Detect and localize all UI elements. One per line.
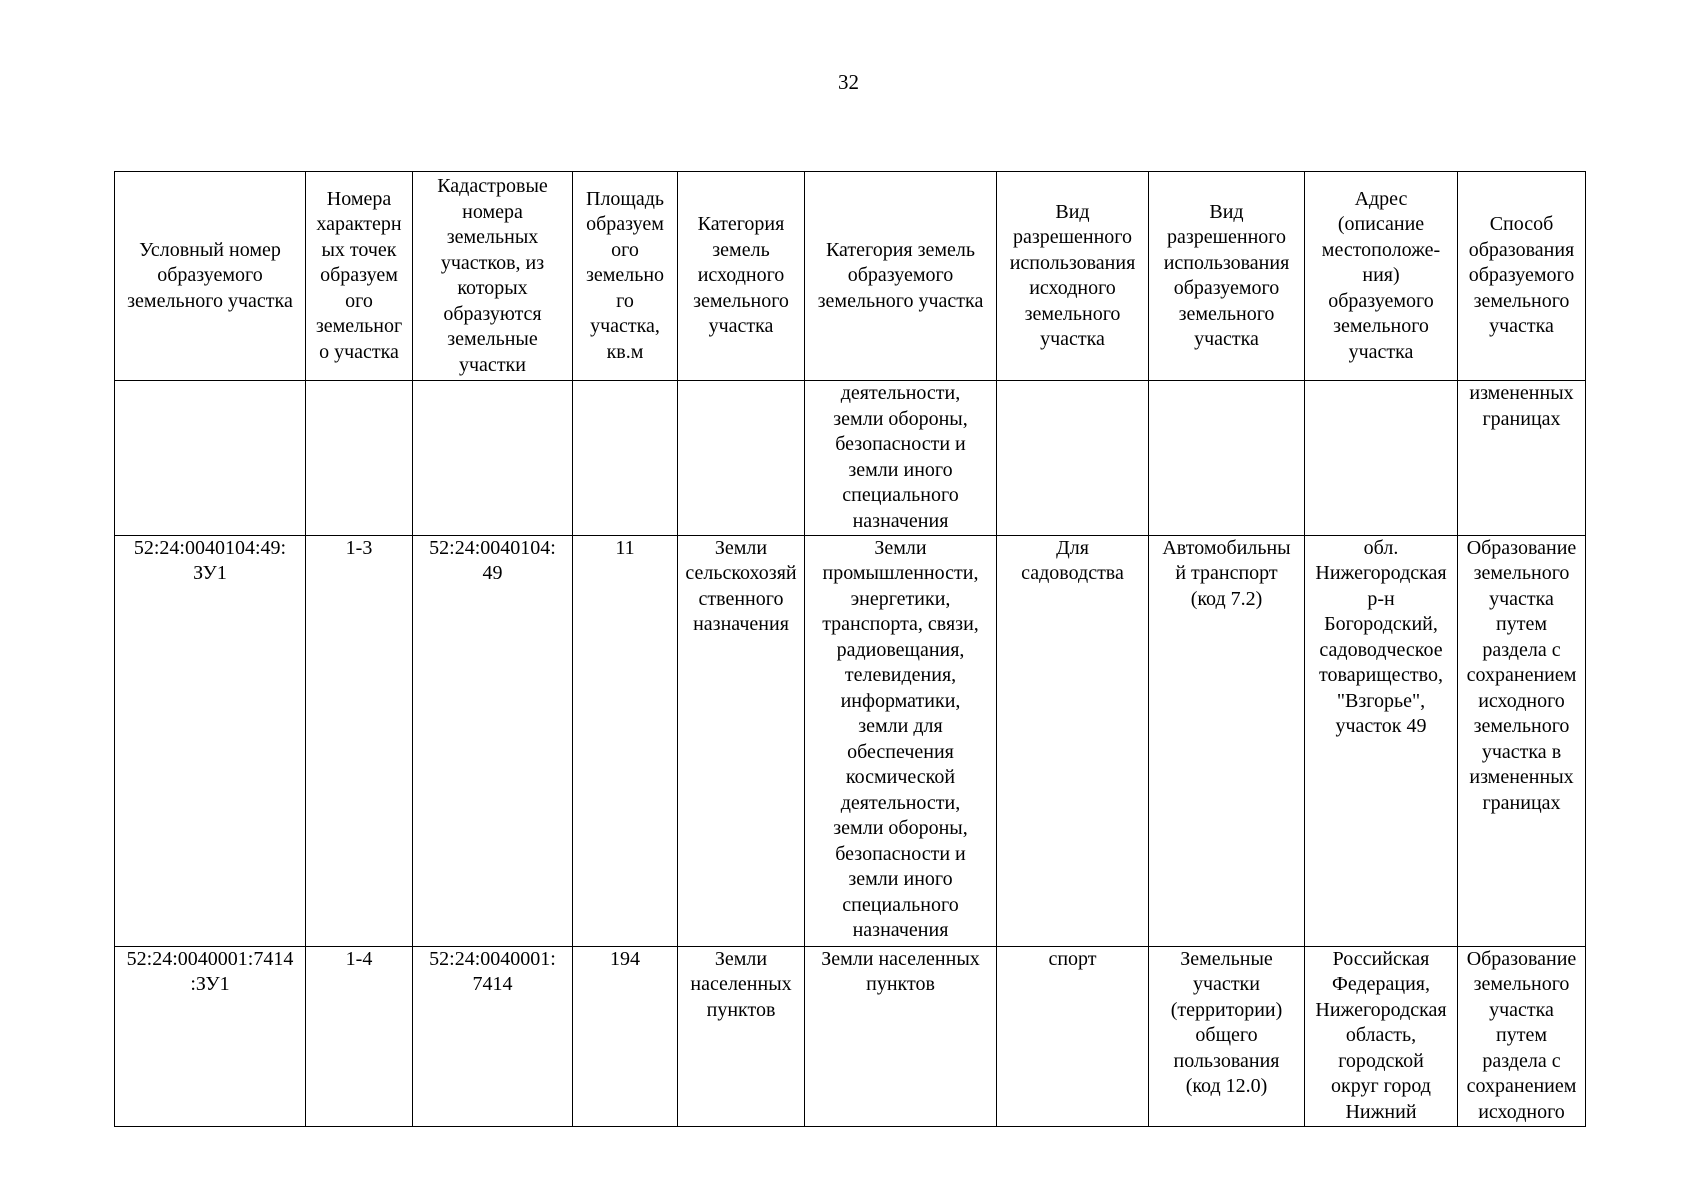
cell-address <box>1305 381 1458 536</box>
cell-line: (код 12.0) <box>1185 1075 1268 1098</box>
cell-address <box>1305 946 1458 1126</box>
cell-line: Земельные <box>1180 947 1273 970</box>
header-line: местоположе- <box>1321 238 1441 261</box>
cell-line: назначения <box>852 919 949 942</box>
cell-line: Нижегородская <box>1315 998 1447 1021</box>
cell-line: обеспечения <box>847 740 954 763</box>
header-line: образуемого <box>157 264 263 287</box>
cell-line: 52:24:0040104: <box>429 536 556 559</box>
header-line: (описание <box>1337 213 1425 236</box>
cell-source-permitted-use <box>997 946 1149 1126</box>
cell-formation-method <box>1458 946 1586 1126</box>
header-formed-permitted-use <box>1149 172 1305 381</box>
cell-line: ственного <box>698 587 784 610</box>
cell-line: товарищество, <box>1319 664 1443 687</box>
cell-line: "Взгорье", <box>1336 689 1426 712</box>
cell-line: радиовещания, <box>836 638 965 661</box>
cell-formation-method <box>1458 535 1586 946</box>
header-line: о участка <box>319 340 399 363</box>
cell-source-permitted-use <box>997 535 1149 946</box>
cell-conditional-number <box>115 946 306 1126</box>
header-line: ых точек <box>321 238 397 261</box>
cell-line: 52:24:0040001:7414 <box>126 947 294 970</box>
header-line: участка <box>708 315 774 338</box>
cell-line: промышленности, <box>822 562 979 585</box>
cell-line: раздела с <box>1482 638 1561 661</box>
cell-line: садоводческое <box>1319 638 1443 661</box>
header-line: Адрес <box>1354 187 1408 210</box>
header-line: ния) <box>1362 264 1400 287</box>
cell-line: пунктов <box>706 998 776 1021</box>
header-line: образуемого <box>1468 264 1575 287</box>
cell-line: городской <box>1338 1049 1424 1072</box>
cell-line: (код 7.2) <box>1190 587 1263 610</box>
cell-line: исходного <box>1478 689 1565 712</box>
header-source-permitted-use <box>997 172 1149 381</box>
cell-area <box>573 535 678 946</box>
cell-line: деятельности, <box>840 791 961 814</box>
cell-line: земельного <box>1473 562 1570 585</box>
cell-line: сохранением <box>1466 1075 1577 1098</box>
cell-line: 194 <box>610 947 640 970</box>
cell-line: пользования <box>1173 1049 1280 1072</box>
cell-line: населенных <box>690 973 792 996</box>
cell-line: путем <box>1496 1024 1547 1047</box>
cell-source-land-category <box>678 535 805 946</box>
header-line: Площадь <box>586 187 664 210</box>
header-line: Вид <box>1209 200 1244 223</box>
cell-line: сохранением <box>1466 664 1577 687</box>
table-row <box>115 535 1586 946</box>
header-line: разрешенного <box>1012 226 1133 248</box>
cell-line: й транспорт <box>1175 562 1278 585</box>
header-line: ого <box>611 238 639 261</box>
cell-line: космической <box>845 766 956 789</box>
cell-formed-land-category <box>805 381 997 536</box>
header-line: ого <box>345 289 373 312</box>
cell-line: границах <box>1482 791 1561 814</box>
cell-line: Земли <box>874 536 927 559</box>
cell-line: 52:24:0040001: <box>429 947 556 970</box>
header-line: земельные <box>447 328 538 350</box>
cell-source-cadastral-numbers <box>413 946 573 1126</box>
cell-line: Земли населенных <box>821 947 980 970</box>
table-header-row <box>115 172 1586 381</box>
header-line: характерн <box>316 213 402 236</box>
header-source-cadastral-numbers <box>413 172 573 381</box>
header-line: земельного участка <box>817 289 984 312</box>
header-line: образуем <box>320 264 398 287</box>
cell-line: Федерация, <box>1332 973 1430 996</box>
cell-line: Нижний <box>1345 1100 1417 1123</box>
cell-line: границах <box>1482 407 1561 430</box>
table-row <box>115 381 1586 536</box>
cell-line: деятельности, <box>840 382 961 404</box>
page-number: 32 <box>838 70 859 94</box>
cell-line: Образование <box>1466 536 1577 559</box>
header-line: образуются <box>443 302 542 325</box>
cell-source-cadastral-numbers <box>413 381 573 536</box>
header-line: земельног <box>315 315 403 338</box>
header-line: образуемого <box>1173 277 1280 299</box>
cell-line: измененных <box>1469 766 1574 789</box>
header-line: Способ <box>1489 213 1554 236</box>
cell-line: область, <box>1345 1024 1417 1047</box>
cell-line: земельного <box>1473 715 1570 738</box>
header-line: земельного <box>693 289 789 312</box>
cell-line: (территории) <box>1170 998 1283 1021</box>
cell-line: участки <box>1193 973 1260 996</box>
header-line: земельных <box>446 226 539 248</box>
cell-area <box>573 381 678 536</box>
header-source-land-category <box>678 172 805 381</box>
header-line: Вид <box>1055 200 1090 223</box>
cell-line: Земли <box>714 536 768 559</box>
header-characteristic-points <box>306 172 413 381</box>
cell-line: земли иного <box>848 868 953 891</box>
cell-source-land-category <box>678 946 805 1126</box>
cell-line: участка в <box>1481 740 1562 763</box>
cell-characteristic-points <box>306 381 413 536</box>
cell-line: земли обороны, <box>833 407 968 430</box>
header-area <box>573 172 678 381</box>
cell-line: участка <box>1489 998 1554 1021</box>
header-line: Номера <box>326 187 392 210</box>
cell-source-permitted-use <box>997 381 1149 536</box>
cell-line: земли иного <box>848 458 953 481</box>
cell-line: Богородский, <box>1324 613 1438 636</box>
cell-line: общего <box>1195 1024 1258 1047</box>
cell-formed-permitted-use <box>1149 946 1305 1126</box>
cell-line: безопасности и <box>835 433 966 455</box>
cell-line: телевидения, <box>844 664 957 687</box>
cell-line: ЗУ1 <box>193 562 227 585</box>
header-line: участка <box>1489 315 1554 338</box>
cell-line: округ город <box>1331 1075 1431 1098</box>
cell-line: пунктов <box>866 973 935 996</box>
header-line: Категория <box>697 213 785 236</box>
cell-line: 1-4 <box>345 947 373 970</box>
cell-line: 49 <box>482 562 503 585</box>
header-line: использования <box>1009 251 1136 274</box>
cell-line: участка <box>1489 587 1554 610</box>
header-line: земельного участка <box>127 289 293 312</box>
cell-conditional-number <box>115 381 306 536</box>
cell-line: участок 49 <box>1335 715 1427 738</box>
header-line: Условный номер <box>139 238 281 261</box>
cell-line: сельскохозяй <box>685 562 797 585</box>
header-line: образования <box>1468 238 1575 261</box>
header-line: номера <box>462 200 523 223</box>
cell-line: р-н <box>1367 587 1395 610</box>
header-line: исходного <box>697 264 785 287</box>
cell-line: 52:24:0040104:49: <box>133 536 287 559</box>
header-line: земельно <box>585 264 665 287</box>
header-line: участков, из <box>440 251 545 274</box>
cell-line: измененных <box>1469 382 1574 404</box>
header-line: участка <box>1348 340 1414 363</box>
cell-line: Образование <box>1466 947 1577 970</box>
header-line: которых <box>457 277 528 299</box>
cell-line: Нижегородская <box>1315 562 1447 585</box>
header-line: участки <box>459 353 526 376</box>
cell-formed-land-category <box>805 535 997 946</box>
cell-line: :ЗУ1 <box>190 973 230 996</box>
cell-line: информатики, <box>840 689 961 712</box>
header-line: участка, <box>590 315 660 338</box>
header-formation-method <box>1458 172 1586 381</box>
header-line: исходного <box>1029 277 1116 299</box>
cell-line: назначения <box>693 613 789 636</box>
header-line: Кадастровые <box>437 175 548 197</box>
header-address <box>1305 172 1458 381</box>
cell-area <box>573 946 678 1126</box>
table-row <box>115 946 1586 1126</box>
header-line: Категория земель <box>825 238 976 261</box>
cell-source-land-category <box>678 381 805 536</box>
cell-line: спорт <box>1048 947 1097 970</box>
cell-line: 1-3 <box>345 536 373 559</box>
cell-line: Автомобильны <box>1162 536 1291 559</box>
cell-formed-permitted-use <box>1149 535 1305 946</box>
cell-line: Российская <box>1332 947 1430 970</box>
cell-line: земли обороны, <box>833 817 968 840</box>
cell-address <box>1305 535 1458 946</box>
header-formed-land-category <box>805 172 997 381</box>
header-line: образуемого <box>1328 289 1434 312</box>
cell-line: садоводства <box>1021 562 1124 585</box>
cell-characteristic-points <box>306 535 413 946</box>
cell-line: назначения <box>852 509 949 532</box>
cell-source-cadastral-numbers <box>413 535 573 946</box>
header-line: образуемого <box>847 264 954 287</box>
header-line: участка <box>1194 328 1259 350</box>
cell-conditional-number <box>115 535 306 946</box>
cell-line: путем <box>1496 613 1547 636</box>
header-line: кв.м <box>606 340 644 363</box>
cell-formed-permitted-use <box>1149 381 1305 536</box>
header-line: земельного <box>1473 289 1570 312</box>
cell-characteristic-points <box>306 946 413 1126</box>
header-line: разрешенного <box>1166 226 1287 248</box>
cell-line: земельного <box>1473 973 1570 996</box>
cell-line: транспорта, связи, <box>822 613 979 636</box>
header-conditional-number <box>115 172 306 381</box>
cell-line: раздела с <box>1482 1049 1561 1072</box>
cell-line: специального <box>842 484 959 506</box>
cell-formation-method <box>1458 381 1586 536</box>
header-line: образуем <box>586 213 664 236</box>
header-line: земельного <box>1333 315 1429 338</box>
cell-line: обл. <box>1363 536 1399 559</box>
cell-line: безопасности и <box>835 842 966 865</box>
header-line: земельного <box>1024 302 1121 325</box>
header-line: земель <box>712 238 770 261</box>
cell-line: 11 <box>615 536 635 559</box>
cell-line: Земли <box>714 947 768 970</box>
header-line: использования <box>1163 251 1290 274</box>
cell-formed-land-category <box>805 946 997 1126</box>
header-line: го <box>616 289 634 312</box>
land-plots-table <box>114 171 1586 1127</box>
cell-line: Для <box>1056 536 1089 559</box>
cell-line: 7414 <box>472 973 513 996</box>
cell-line: земли для <box>858 715 943 738</box>
cell-line: энергетики, <box>850 587 951 610</box>
cell-line: исходного <box>1478 1100 1565 1123</box>
cell-line: специального <box>842 893 959 916</box>
header-line: участка <box>1040 328 1105 350</box>
header-line: земельного <box>1178 302 1275 325</box>
